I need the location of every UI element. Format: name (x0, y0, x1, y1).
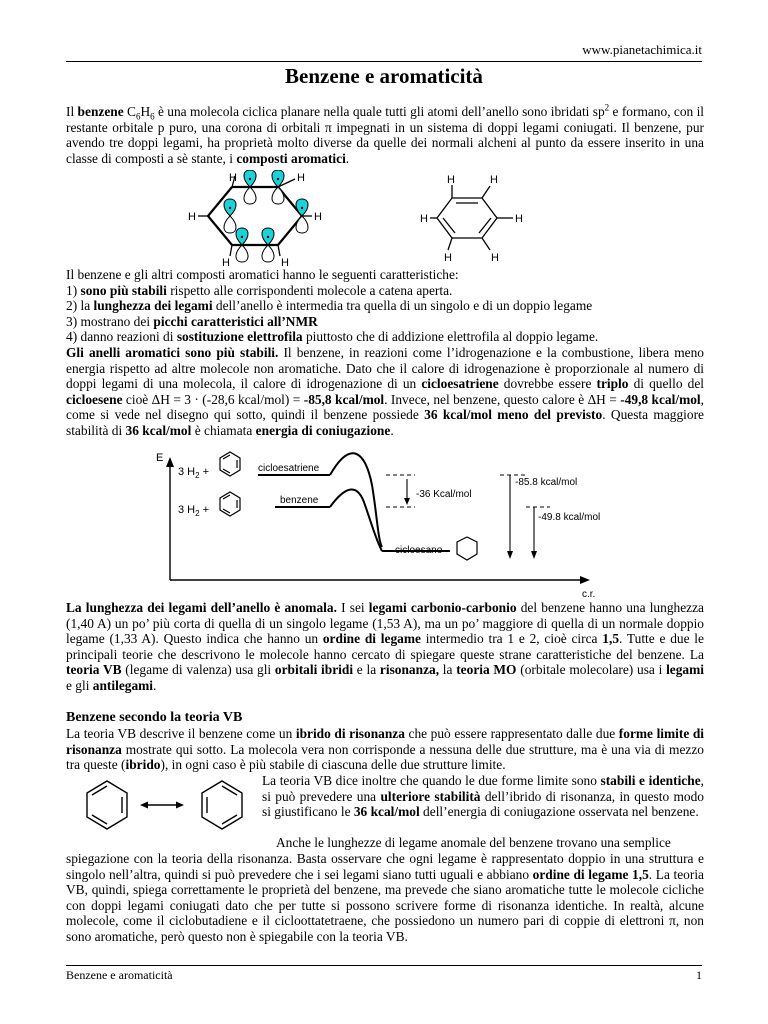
footer-divider (66, 965, 702, 966)
list-item: 1) sono più stabili rispetto alle corrispondenti molecole a catena aperta. (66, 282, 453, 298)
orbital-h-atom: H (297, 172, 305, 184)
vb-paragraph-3-start: Anche le lunghezze di legame anomale del benzene trovano una semplice (276, 835, 671, 850)
delta-36-label: -36 Kcal/mol (416, 489, 472, 500)
y-axis-label: E (156, 452, 164, 464)
kekule-h-atom: H (444, 252, 452, 264)
list-item: 4) danno reazioni di sostituzione elettrofila piuttosto che di addizione elettrofila al doppio legame. (66, 329, 599, 345)
orbital-h-atom: H (281, 257, 289, 269)
bond-length-paragraph: La lunghezza dei legami dell’anello è anomala. I sei legami carbonio-carbonio del benzene hanno una lunghezza (1,40 A) un po’ più corta di quella di un singolo legame (1,53 A), ma un po’ maggiore di quella di un normale doppio legame (1,33 A). Questo indica che hanno un ordine di legame intermedio tra 1 e 2, cioè circa 1,5. Tutte e due le principali teorie che descrivono le molecole hanno cercato di spiegare queste strane caratteristiche del benzene. La teoria VB (legame di valenza) usa gli orbitali ibridi e la risonanza, la teoria MO (orbitale molecolare) usa i legami e gli antilegami. (66, 600, 705, 693)
list-item: 2) la lunghezza dei legami dell’anello è intermedia tra quella di un singolo e di un doppio legame (66, 298, 593, 314)
list-item: 3) mostrano dei picchi caratteristici all’NMR (66, 313, 318, 329)
orbital-h-atom: H (188, 211, 196, 223)
characteristics-intro: Il benzene e gli altri composti aromatici hanno le seguenti caratteristiche: (66, 267, 459, 282)
orbital-h-atom: H (229, 172, 237, 184)
resonance-form-2 (202, 781, 242, 829)
page-title: Benzene e aromaticità (285, 64, 483, 88)
label-benzene: benzene (280, 495, 319, 506)
kekule-h-atom: H (447, 174, 455, 186)
benzene-orbital-structure (185, 170, 335, 270)
section-heading-vb: Benzene secondo la teoria VB (66, 710, 243, 725)
reagent-benzene: 3 $H_2$ + (178, 504, 210, 518)
kekule-h-atom: H (420, 213, 428, 225)
characteristics-list (66, 267, 704, 345)
kekule-h-atom: H (515, 213, 523, 225)
header-site-url[interactable]: www.pianetachimica.it (582, 42, 702, 57)
delta-498-label: -49.8 kcal/mol (538, 512, 601, 523)
footer-title: Benzene e aromaticità (66, 968, 173, 982)
resonance-structures (62, 773, 262, 853)
vb-paragraph-3: spiegazione con la teoria della risonanza. Basta osservare che ogni legame è rappresentato doppio in una struttura e singolo nell’altra, quindi si può prevedere che i sei legami siano tutti uguali e abbiano ordine di legame 1,5. La teoria VB, quindi, spiega correttamente le proprietà del benzene, ma prevede che siano aromatiche tutte le molecole cicliche con doppi legami coniugati dato che per tutte si possono scrivere forme di risonanza identiche. In realtà, alcune molecole, come il ciclobutadiene e il cicloottatetraene, che possiedono un numero pari di coppie di elettroni π, non sono aromatiche, però questo non è spiegabile con la teoria VB. (66, 851, 704, 944)
orbital-h-atom: H (222, 257, 230, 269)
page-number: 1 (696, 968, 702, 982)
hydrogenation-energy-diagram (150, 445, 630, 600)
orbital-h-atom: H (314, 211, 322, 223)
intro-paragraph: Il benzene $C_6H_6$ è una molecola ciclica planare nella quale tutti gli atomi dell’anello sono ibridati $sp^2$ e formano, con il restante orbitale p puro, una corona di orbitali π impegnati in un sistema di doppi legami coniugati. Il benzene, pur avendo tre doppi legami, ha proprietà molto diverse da quelle dei normali alcheni al punto da essere inserito in una classe di composti a sè stante, i composti aromatici. (66, 102, 705, 166)
delta-858-label: -85.8 kcal/mol (515, 477, 578, 488)
label-cyclohexatriene: cicloesatriene (258, 463, 320, 474)
vb-paragraph-1: La teoria VB descrive il benzene come un ibrido di risonanza che può essere rappresentato dalle due forme limite di risonanza mostrate qui sotto. La molecola vera non corrisponde a nessuna delle due strutture, ma è una via di mezzo tra queste (ibrido), in ogni caso è più stabile di ciascuna delle due strutture limite. (66, 726, 705, 773)
resonance-form-1 (87, 781, 127, 829)
kekule-h-atom: H (490, 174, 498, 186)
label-cyclohexane: cicloesano (395, 545, 443, 556)
vb-paragraph-2: La teoria VB dice inoltre che quando le due forme limite sono stabili e identiche, si può prevedere una ulteriore stabilità dell’ibrido di risonanza, in questo modo si giustificano le 36 kcal/mol dell’energia di coniugazione osservata nel benzene. (262, 773, 704, 820)
x-axis-label: c.r. (582, 589, 596, 600)
cyclohexane-ring (457, 537, 477, 560)
kekule-h-atom: H (491, 252, 499, 264)
header-divider (66, 61, 702, 62)
benzene-kekule-structure (420, 170, 530, 270)
reagent-cyclohexatriene: 3 $H_2$ + (178, 466, 210, 480)
stability-paragraph: Gli anelli aromatici sono più stabili. Il benzene, in reazioni come l’idrogenazione e la combustione, libera meno energia rispetto ad altre molecole non aromatiche. Dato che il calore di idrogenazione è proporzionale al numero di doppi legami di una molecola, il calore di idrogenazione di un cicloesatriene dovrebbe essere triplo di quello del cicloesene cioè ΔH = 3 · (-28,6 kcal/mol) = -85,8 kcal/mol. Invece, nel benzene, questo calore è ΔH = -49,8 kcal/mol, come si vede nel disegno qui sotto, quindi il benzene possiede 36 kcal/mol meno del previsto. Questa maggiore stabilità di 36 kcal/mol è chiamata energia di coniugazione. (66, 345, 705, 438)
